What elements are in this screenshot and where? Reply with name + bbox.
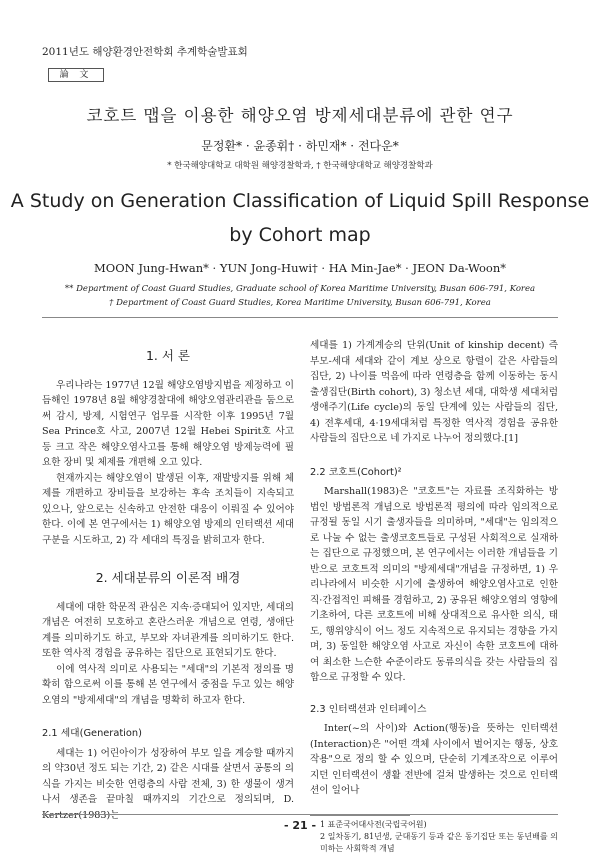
english-affiliation-2: † Department of Coast Guard Studies, Korea Maritime University, Busan 606-791, Korea (109, 298, 491, 308)
korean-authors: 문정환* · 윤종휘† · 하민재* · 전다운* (201, 139, 399, 153)
paragraph: 우리나라는 1977년 12월 해양오염방지법을 제정하고 이듬해인 1978년 8월 해양경찰대에 해양오염관리관을 둠으로써 감시, 방제, 시험연구 업무를 시작한 이후 1995년 7월 Sea Prince호 사고, 2007년 12월 Hebei Spirit호 사고 등 크고 작은 해양오염사고를 통해 해양오염 방제능력에 필요한 장비 및 체제를 개편해 오고 있다. (42, 379, 294, 468)
journal-header: 2011년도 해양환경안전학회 추계학술발표회 (42, 46, 248, 58)
section-2-heading: 2. 세대분류의 이론적 배경 (95, 570, 241, 585)
right-column (310, 338, 558, 855)
english-title-line2: by Cohort map (229, 224, 371, 246)
subsection-2-3-heading: 2.3 인터랙션과 인터페이스 (310, 703, 427, 715)
paragraph: 이에 역사적 의미로 사용되는 "세대"의 기본적 정의를 명확히 함으로써 이를 통해 본 연구에서 중점을 두고 있는 해양오염의 "방제세대"의 개념을 명확히 하고자 한다. (42, 663, 294, 706)
footnote-2: 2 일차동기, 81년생, 군대동기 등과 같은 동기집단 또는 동년배를 의미하는 사회학적 개념 (320, 831, 558, 853)
footer-divider (42, 814, 558, 815)
paragraph: Marshall(1983)은 "코호트"는 자료를 조직화하는 방법인 방법론적 개념으로 방법론적 평의에 따라 임의적으로 규정될 동일 시기 출생자들을 의미하며, "세대"는 임의적으로 나눌 수 없는 출생코호트들로 구성된 사회적으로 실재하는 집단으로 규정했으며, 본 연구에서는 이러한 개념들을 기반으로 코호트적 의미의 "방제세대"개념을 규정하면, 1) 우리나라에서 비슷한 시기에 출생하여 해양오염사고로 인한 직·간접적인 피해를 경험하고, 2) 공유된 해양오염의 영향에 기초하여, 다른 코호트에 비해 상대적으로 유사한 의식, 태도, 행위양식이 어느 정도 지속적으로 유지되는 경향을 가지며, 3) 동일한 해양오염 사고로 자신이 속한 코호트에 대하여 최소한 느슨한 수준이라도 동류의식을 갖는 사람들의 집합으로 규정할 수 있다. (310, 486, 558, 683)
header-divider (42, 317, 558, 318)
korean-affiliations: * 한국해양대학교 대학원 해양경찰학과, † 한국해양대학교 해양경찰학과 (167, 161, 433, 171)
paragraph: 현재까지는 해양오염이 발생된 이후, 재발방지를 위해 체제를 개편하고 장비들을 보강하는 후속 조치들이 지속되고 있으나, 앞으로는 신속하고 안전한 대응이 이뤄질 수 있어야 한다. 이에 본 연구에서는 1) 해양오염 방제의 인터랙션 세대 구분을 시도하고, 2) 각 세대의 특징을 밝히고자 한다. (42, 472, 294, 546)
korean-title: 코호트 맵을 이용한 해양오염 방제세대분류에 관한 연구 (86, 106, 514, 125)
english-affiliation-1: ** Department of Coast Guard Studies, Graduate school of Korea Maritime University, Busan 606-791, Korea (64, 284, 536, 294)
footnote-1: 1 표준국어대사전(국립국어원) (320, 819, 427, 829)
paper-type-tag: 論 文 (48, 68, 104, 82)
subsection-2-2-heading: 2.2 코호트(Cohort)² (310, 466, 402, 478)
english-title (0, 184, 600, 252)
english-title-line1: A Study on Generation Classification of Liquid Spill Response (10, 190, 590, 212)
paragraph: 세대를 1) 가계계승의 단위(Unit of kinship decent) 즉 부모-세대 세대와 같이 계보 상으로 항렬이 같은 사람들의 집단, 2) 나이를 먹음에 따라 연령층을 함께 이동하는 동시 출생집단(Birth cohort), 3) 청소년 세대, 대학생 세대처럼 생애주기(Life cycle)의 동일 단계에 있는 사람들의 집단, 4) 전후세대, 4·19세대처럼 특정한 역사적 경험을 공유한 사람들의 집단으로 네 가지로 나누어 정의했다.[1] (310, 340, 558, 444)
left-column (42, 338, 294, 823)
section-1-heading: 1. 서 론 (145, 348, 191, 363)
paragraph: 세대에 대한 학문적 관심은 지속·증대되어 있지만, 세대의 개념은 여전히 모호하고 혼란스러운 개념으로 연령, 생애단계를 의미하기도 하고, 부모와 자녀관계를 의미하기도 한다. 또한 역사적 경험을 공유하는 집단으로 표현되기도 한다. (42, 601, 294, 659)
paragraph: Inter(~의 사이)와 Action(행동)을 뜻하는 인터랙션(Interaction)은 "어떤 객체 사이에서 벌어지는 행동, 상호작용"으로 정의 할 수 있으며, 단순히 기계조작으로 이루어지던 인터랙션이 생활 전반에 걸쳐 발생하는 것으로 인터랙션이 일어나 (310, 723, 558, 796)
page-number: - 21 - (283, 819, 317, 832)
subsection-2-1-heading: 2.1 세대(Generation) (42, 728, 142, 739)
english-affiliations (0, 282, 600, 310)
english-authors: MOON Jung-Hwan* · YUN Jong-Huwi† · HA Min-Jae* · JEON Da-Woon* (94, 261, 506, 275)
paragraph: 세대는 1) 어린아이가 성장하여 부모 일을 계승할 때까지의 약30년 정도 되는 기간, 2) 같은 시대를 살면서 공통의 의식을 가지는 비슷한 연령층의 사람 전체, 3) 한 생물이 생겨나서 생존을 끝마칠 때까지의 기간으로 정의되며, D. Kertzer(1983)는 (42, 747, 294, 821)
